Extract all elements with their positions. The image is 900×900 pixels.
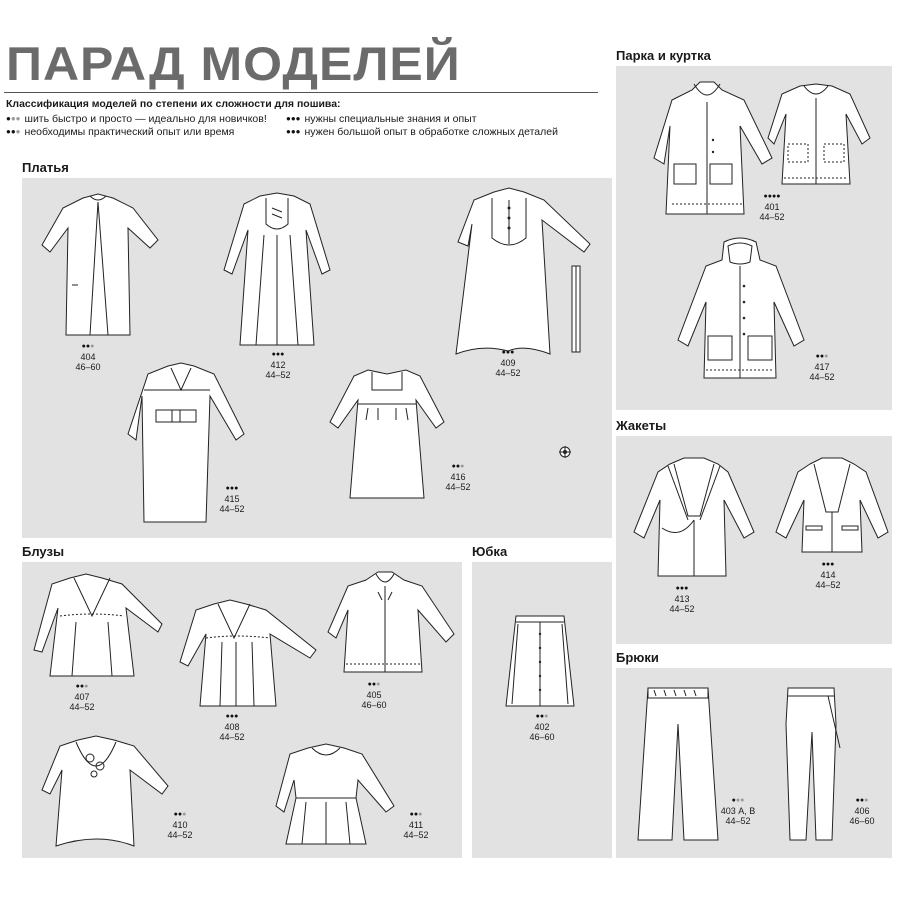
model-number: 401 [764, 202, 780, 212]
page-title: ПАРАД МОДЕЛЕЙ [6, 37, 461, 91]
model-number: 415 [224, 494, 240, 504]
section-title-dresses: Платья [22, 160, 69, 175]
model-sizes: 46–60 [75, 362, 101, 372]
model-number: 413 [674, 594, 690, 604]
model-number: 406 [854, 806, 870, 816]
legend-item-special: ●●● нужны специальные знания и опыт [286, 113, 477, 125]
registration-mark-icon [559, 446, 571, 458]
model-406-label: ●●● 406 46–60 [842, 796, 882, 826]
section-title-skirt: Юбка [472, 544, 508, 559]
blouse-407-sketch[interactable] [30, 572, 170, 680]
section-title-trousers: Брюки [616, 650, 659, 665]
model-408-label: ●●● 408 44–52 [212, 712, 252, 742]
blouse-411-sketch[interactable] [272, 742, 396, 848]
model-number: 409 [500, 358, 516, 368]
model-number: 410 [172, 820, 188, 830]
model-number: 411 [408, 820, 424, 830]
section-title-blouses: Блузы [22, 544, 65, 559]
section-title-jackets: Жакеты [616, 418, 667, 433]
model-number: 412 [270, 360, 286, 370]
model-sizes: 46–60 [849, 816, 875, 826]
legend-heading: Классификация моделей по степени их сложности для пошива: [6, 98, 341, 110]
jacket-417-sketch[interactable] [676, 236, 806, 392]
difficulty-dots-icon: ●●● [6, 127, 21, 136]
model-sizes: 44–52 [669, 604, 695, 614]
model-sizes: 44–52 [265, 370, 291, 380]
model-410-label: ●●● 410 44–52 [160, 810, 200, 840]
model-416-label: ●●● 416 44–52 [438, 462, 478, 492]
trousers-403-sketch[interactable] [634, 684, 722, 844]
difficulty-dots-icon: ●●● [6, 114, 21, 123]
model-417-label: ●●● 417 44–52 [802, 352, 842, 382]
model-415-label: ●●● 415 44–52 [212, 484, 252, 514]
model-sizes: 44–52 [495, 368, 521, 378]
model-sizes: 44–52 [69, 702, 95, 712]
model-413-label: ●●● 413 44–52 [662, 584, 702, 614]
model-404-label: ●●● 404 46–60 [68, 342, 108, 372]
legend-item-practice: ●●● необходимы практический опыт или время [6, 126, 235, 138]
model-number: 402 [534, 722, 550, 732]
dress-412-sketch[interactable] [222, 190, 332, 348]
blouse-410-sketch[interactable] [38, 734, 170, 850]
model-412-label: ●●● 412 44–52 [258, 350, 298, 380]
model-402-label: ●●● 402 46–60 [522, 712, 562, 742]
difficulty-dots-icon: ●●● [286, 114, 301, 123]
jacket-413-sketch[interactable] [632, 456, 756, 580]
model-number: 417 [814, 362, 830, 372]
legend-item-expert: ●●● нужен большой опыт в обработке сложных деталей [286, 126, 558, 138]
model-401-label: ●●●● 401 44–52 [752, 192, 792, 222]
section-title-parka: Парка и куртка [616, 48, 711, 63]
difficulty-dots-icon: ●●● [286, 127, 301, 136]
jacket-401-sketch[interactable] [766, 80, 872, 188]
model-number: 404 [80, 352, 96, 362]
model-number: 403 А, В [720, 806, 756, 816]
model-414-label: ●●● 414 44–52 [808, 560, 848, 590]
model-number: 416 [450, 472, 466, 482]
model-sizes: 44–52 [759, 212, 785, 222]
model-sizes: 44–52 [219, 504, 245, 514]
model-sizes: 44–52 [219, 732, 245, 742]
trousers-406-sketch[interactable] [780, 684, 846, 844]
dress-416-sketch[interactable] [328, 364, 446, 500]
model-sizes: 44–52 [725, 816, 751, 826]
model-sizes: 44–52 [445, 482, 471, 492]
model-sizes: 44–52 [403, 830, 429, 840]
jacket-414-sketch[interactable] [774, 456, 890, 558]
model-403-label: ●●● 403 А, В 44–52 [716, 796, 760, 826]
dress-409-sketch[interactable] [452, 186, 597, 356]
model-407-label: ●●● 407 44–52 [62, 682, 102, 712]
model-sizes: 44–52 [167, 830, 193, 840]
model-number: 414 [820, 570, 836, 580]
blouse-405-sketch[interactable] [326, 570, 456, 676]
model-409-label: ●●● 409 44–52 [488, 348, 528, 378]
model-411-label: ●●● 411 44–52 [396, 810, 436, 840]
blouse-408-sketch[interactable] [176, 598, 318, 710]
model-number: 405 [366, 690, 382, 700]
model-405-label: ●●● 405 46–60 [354, 680, 394, 710]
model-sizes: 46–60 [361, 700, 387, 710]
skirt-402-sketch[interactable] [504, 614, 576, 710]
model-number: 407 [74, 692, 90, 702]
model-sizes: 46–60 [529, 732, 555, 742]
model-sizes: 44–52 [809, 372, 835, 382]
model-sizes: 44–52 [815, 580, 841, 590]
legend-item-easy: ●●● шить быстро и просто — идеально для новичков! [6, 113, 267, 125]
panel-skirt [472, 562, 612, 858]
title-divider [4, 92, 598, 93]
model-number: 408 [224, 722, 240, 732]
dress-404-sketch[interactable] [38, 190, 163, 340]
